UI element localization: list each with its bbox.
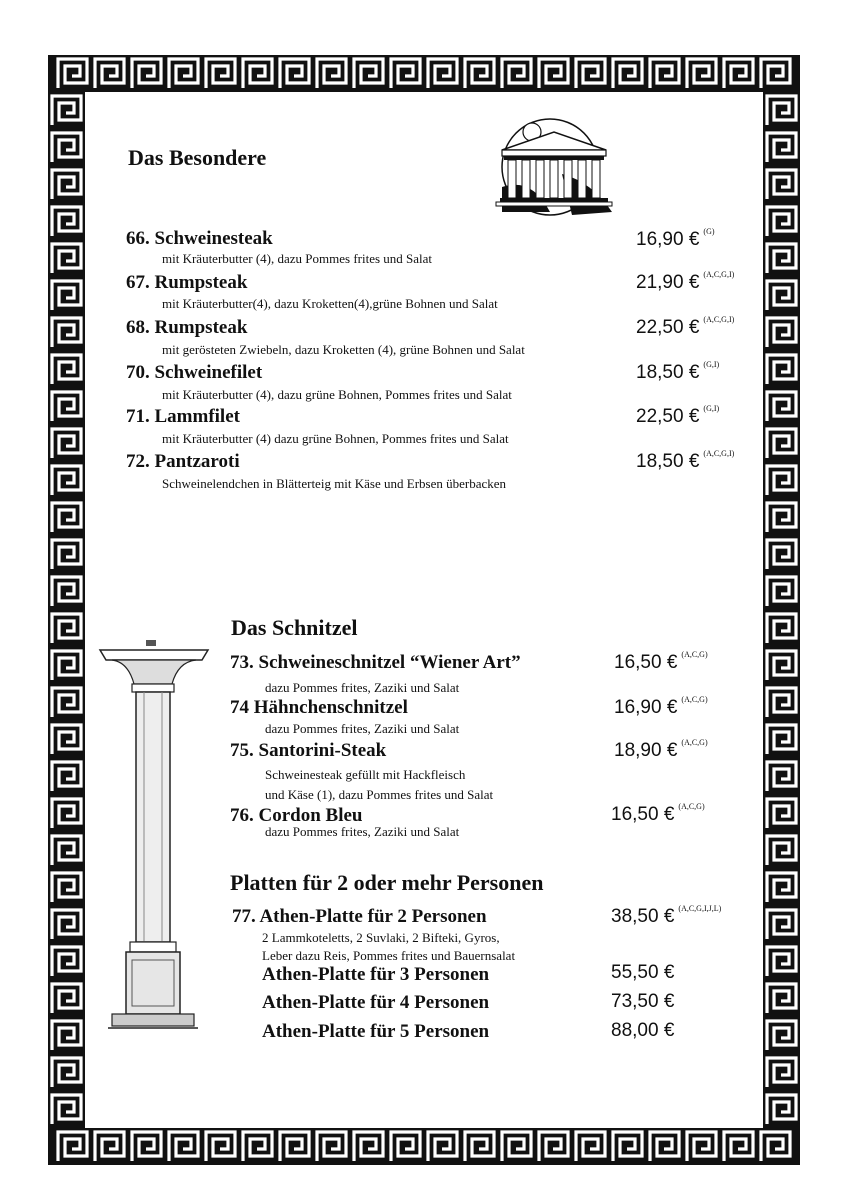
dish-description: mit Kräuterbutter (4), dazu Pommes frites und Salat: [162, 251, 433, 266]
dish-name: 73. Schweineschnitzel “Wiener Art”: [230, 652, 521, 673]
allergen-codes: (G,I): [703, 360, 720, 369]
dish-description: Schweinesteak gefüllt mit Hackfleisch: [265, 767, 466, 782]
allergen-codes: (A,C,G,I,J,L): [678, 904, 722, 913]
dish-price: [611, 804, 705, 826]
dish-description: mit gerösteten Zwiebeln, dazu Kroketten (4), grüne Bohnen und Salat: [162, 342, 525, 357]
dish-description: Schweinelendchen in Blätterteig mit Käse und Erbsen überbacken: [162, 476, 507, 491]
price-value: 16,90 €: [614, 697, 678, 718]
allergen-codes: (A,C,G,I): [703, 449, 735, 458]
price-value: 21,90 €: [636, 272, 700, 293]
dish-name: 71. Lammfilet: [126, 406, 240, 427]
dish-description: mit Kräuterbutter (4), dazu grüne Bohnen, Pommes frites und Salat: [162, 387, 512, 402]
dish-name: 72. Pantzaroti: [126, 451, 240, 472]
section-title-besondere: Das Besondere: [128, 145, 267, 170]
price-value: 22,50 €: [636, 406, 700, 427]
dish-price: [636, 272, 734, 294]
allergen-codes: (G): [703, 227, 715, 236]
dish-price: 55,50 €: [611, 962, 675, 983]
price-value: 18,90 €: [614, 740, 678, 761]
dish-name: Athen-Platte für 4 Personen: [262, 992, 490, 1013]
price-value: 38,50 €: [611, 906, 675, 927]
dish-name: 77. Athen-Platte für 2 Personen: [232, 906, 487, 927]
dish-description: dazu Pommes frites, Zaziki und Salat: [265, 824, 460, 839]
allergen-codes: (A,C,G,I): [703, 270, 735, 279]
dish-description: 2 Lammkoteletts, 2 Suvlaki, 2 Bifteki, Gyros,: [262, 930, 500, 945]
price-value: 16,90 €: [636, 229, 700, 250]
dish-price: [636, 317, 734, 339]
dish-price: [636, 451, 734, 473]
allergen-codes: (A,C,G,I): [703, 315, 735, 324]
price-value: 22,50 €: [636, 317, 700, 338]
dish-name: 70. Schweinefilet: [126, 362, 263, 383]
dish-price: [614, 652, 708, 674]
allergen-codes: (A,C,G): [681, 650, 708, 659]
allergen-codes: (A,C,G): [681, 695, 708, 704]
allergen-codes: (A,C,G): [678, 802, 705, 811]
dish-description: dazu Pommes frites, Zaziki und Salat: [265, 680, 460, 695]
dish-name: 68. Rumpsteak: [126, 317, 248, 338]
dish-price: 73,50 €: [611, 991, 675, 1012]
dish-name: 76. Cordon Bleu: [230, 805, 363, 826]
dish-price: [636, 362, 719, 384]
dish-name: 66. Schweinesteak: [126, 228, 273, 249]
dish-name: 75. Santorini-Steak: [230, 740, 387, 761]
column-icon: [98, 640, 210, 1032]
dish-price: [636, 406, 719, 428]
dish-description: mit Kräuterbutter (4) dazu grüne Bohnen, Pommes frites und Salat: [162, 431, 509, 446]
allergen-codes: (G,I): [703, 404, 720, 413]
dish-description: dazu Pommes frites, Zaziki und Salat: [265, 721, 460, 736]
dish-name: Athen-Platte für 3 Personen: [262, 964, 490, 985]
temple-icon: [492, 112, 622, 217]
dish-price: [614, 697, 708, 719]
price-value: 16,50 €: [611, 804, 675, 825]
dish-name: 67. Rumpsteak: [126, 272, 248, 293]
section-title-schnitzel: Das Schnitzel: [231, 615, 358, 640]
section-title-platten: Platten für 2 oder mehr Personen: [230, 870, 544, 895]
dish-description: mit Kräuterbutter(4), dazu Kroketten(4),grüne Bohnen und Salat: [162, 296, 498, 311]
price-value: 18,50 €: [636, 451, 700, 472]
dish-price: 88,00 €: [611, 1020, 675, 1041]
dish-price: [611, 906, 721, 928]
price-value: 16,50 €: [614, 652, 678, 673]
dish-price: [636, 229, 715, 251]
dish-description: und Käse (1), dazu Pommes frites und Salat: [265, 787, 494, 802]
dish-name: 74 Hähnchenschnitzel: [230, 697, 408, 718]
dish-name: Athen-Platte für 5 Personen: [262, 1021, 490, 1042]
allergen-codes: (A,C,G): [681, 738, 708, 747]
dish-description: Leber dazu Reis, Pommes frites und Bauernsalat: [262, 948, 516, 963]
dish-price: [614, 740, 708, 762]
price-value: 18,50 €: [636, 362, 700, 383]
